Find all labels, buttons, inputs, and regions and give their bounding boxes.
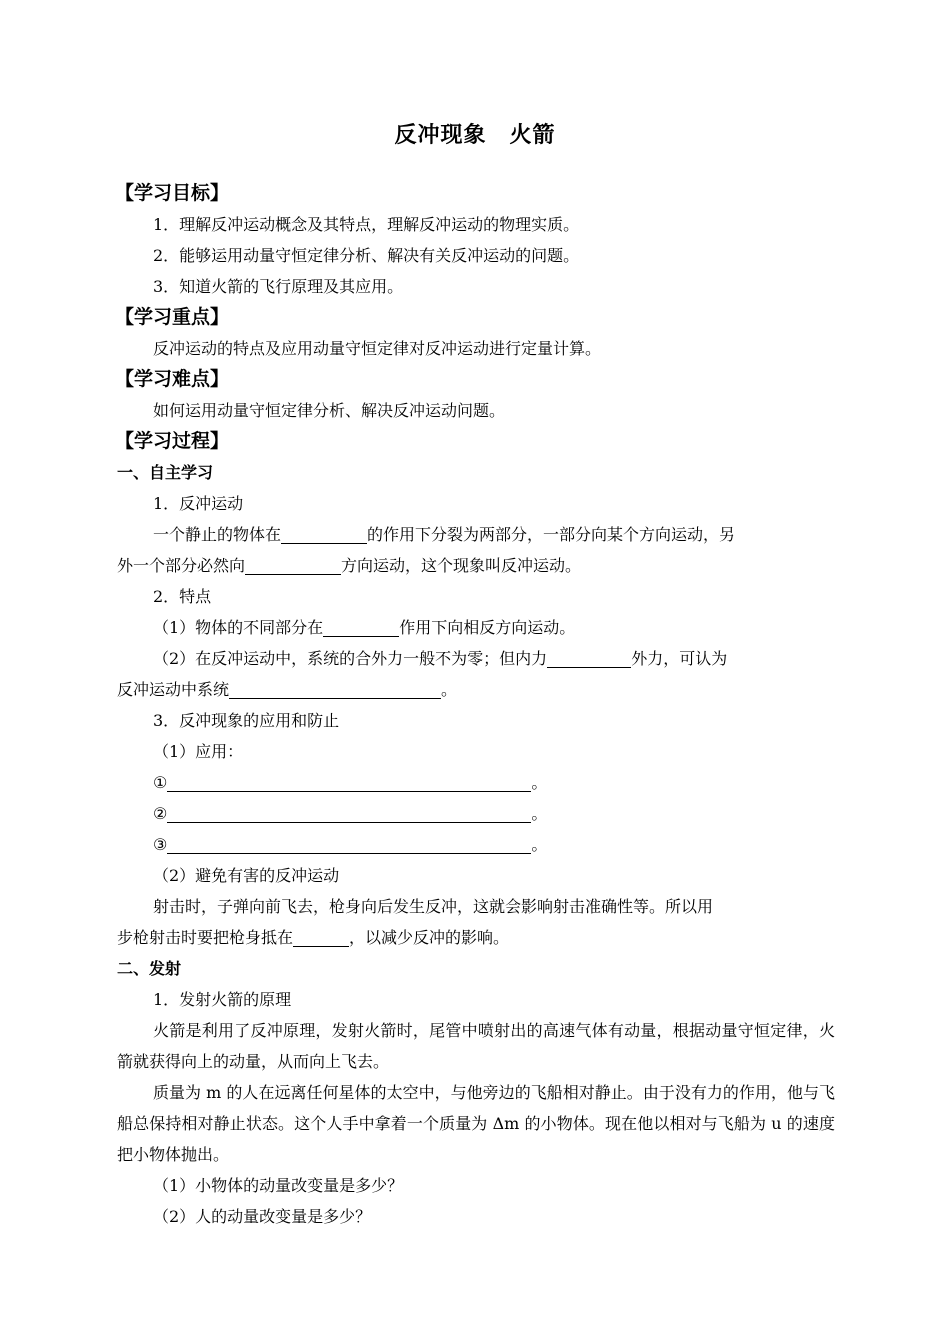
fill-blank[interactable] [167,835,531,854]
fill-blank[interactable] [167,804,531,823]
difficulty-heading: 【学习难点】 [115,368,230,390]
key-points-heading: 【学习重点】 [115,306,230,328]
avoid-harmful-recoil-title: （2）避免有害的反冲运动 [153,866,340,885]
feature-1: （1）物体的不同部分在 作用下向相反方向运动。 [153,618,576,637]
fill-blank[interactable] [167,773,531,792]
goals-heading: 【学习目标】 [115,182,230,204]
page-title: 反冲现象 火箭 [394,122,556,148]
recoil-definition: 一个静止的物体在 的作用下分裂为两部分，一部分向某个方向运动，另 外一个部分必然向 方向运动，这个现象叫反冲运动。 [117,525,736,575]
recoil-motion-title: 1．反冲运动 [153,494,244,513]
fill-blank[interactable] [293,928,349,947]
fill-blank[interactable] [229,680,441,699]
question-2: （2）人的动量改变量是多少？ [153,1207,372,1226]
goal-item-3: 3．知道火箭的飞行原理及其应用。 [153,277,404,296]
goal-item-2: 2．能够运用动量守恒定律分析、解决有关反冲运动的问题。 [153,246,580,265]
feature-2: （2）在反冲运动中，系统的合外力一般不为零；但内力 外力，可认为 [153,649,728,668]
key-points-text: 反冲运动的特点及应用动量守恒定律对反冲运动进行定量计算。 [153,339,602,358]
features-title: 2．特点 [153,587,212,606]
process-heading: 【学习过程】 [115,430,230,452]
feature-2-continued: 反冲运动中系统 。 [117,680,458,699]
difficulty-text: 如何运用动量守恒定律分析、解决反冲运动问题。 [153,401,506,420]
application-line-2: ② 。 [153,804,548,823]
goal-item-1: 1．理解反冲运动概念及其特点，理解反冲运动的物理实质。 [153,215,580,234]
fill-blank[interactable] [547,649,631,668]
fill-blank[interactable] [323,618,399,637]
fill-blank[interactable] [281,525,367,544]
fill-blank[interactable] [245,556,341,575]
applications-title: 3．反冲现象的应用和防止 [153,711,340,730]
part2-heading: 二、发射 [117,959,182,978]
application-line-1: ① 。 [153,773,548,792]
rocket-principle-paragraph: 火箭是利用了反冲原理，发射火箭时，尾管中喷射出的高速气体有动量，根据动量守恒定律，火箭就获得向上的动量，从而向上飞去。 [117,1021,835,1071]
astronaut-paragraph: 质量为 m 的人在远离任何星体的太空中，与他旁边的飞船相对静止。由于没有力的作用，他与飞船总保持相对静止状态。这个人手中拿着一个质量为 Δm 的小物体。现在他以相对与飞船为 u 的速度把小物体抛出。 [117,1083,835,1164]
application-line-3: ③ 。 [153,835,548,854]
rifle-paragraph: 射击时，子弹向前飞去，枪身向后发生反冲，这就会影响射击准确性等。所以用 步枪射击时要把枪身抵在 ，以减少反冲的影响。 [117,897,714,947]
document-body [117,178,835,1232]
question-1: （1）小物体的动量改变量是多少？ [153,1176,404,1195]
applications-label: （1）应用： [153,742,244,761]
part1-heading: 一、自主学习 [117,463,214,482]
rocket-principle-title: 1．发射火箭的原理 [153,990,292,1009]
